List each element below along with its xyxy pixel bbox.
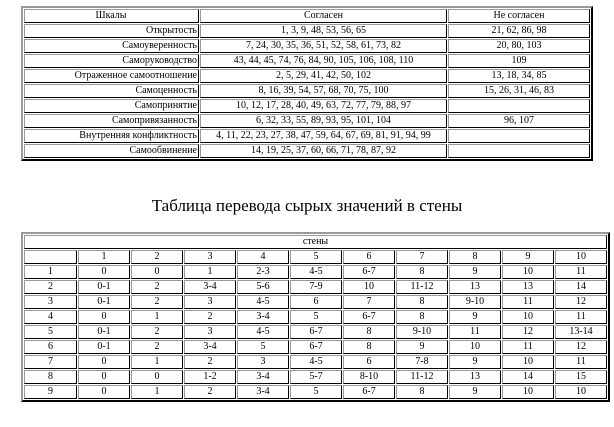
walls-cell: 11 bbox=[449, 325, 501, 339]
walls-cell: 3-4 bbox=[237, 385, 289, 399]
walls-cell: 10 bbox=[502, 265, 554, 279]
walls-column-header: 9 bbox=[502, 250, 554, 264]
walls-cell: 7-9 bbox=[290, 280, 342, 294]
walls-cell: 5-6 bbox=[237, 280, 289, 294]
scales-header-row bbox=[24, 9, 590, 23]
walls-cell: 2 bbox=[184, 385, 236, 399]
walls-cell: 2 bbox=[131, 280, 183, 294]
walls-corner-cell bbox=[24, 250, 77, 264]
walls-cell: 1 bbox=[184, 265, 236, 279]
walls-cell: 2 bbox=[131, 325, 183, 339]
walls-cell: 9 bbox=[449, 355, 501, 369]
walls-cell: 0 bbox=[78, 310, 130, 324]
walls-cell: 11 bbox=[502, 340, 554, 354]
walls-cell: 6-7 bbox=[290, 340, 342, 354]
agree-items: 14, 19, 25, 37, 60, 66, 71, 78, 87, 92 bbox=[200, 144, 447, 158]
walls-row bbox=[24, 355, 607, 369]
walls-cell: 6-7 bbox=[343, 310, 395, 324]
walls-cell: 9-10 bbox=[396, 325, 448, 339]
disagree-items: 109 bbox=[448, 54, 590, 68]
walls-cell: 14 bbox=[502, 370, 554, 384]
agree-items: 10, 12, 17, 28, 40, 49, 63, 72, 77, 79, 88, 97 bbox=[200, 99, 447, 113]
scale-name: Самообвинение bbox=[24, 144, 199, 158]
walls-cell: 1 bbox=[131, 310, 183, 324]
walls-cell: 2-3 bbox=[237, 265, 289, 279]
walls-row-label: 7 bbox=[24, 355, 77, 369]
walls-cell: 8-10 bbox=[343, 370, 395, 384]
walls-cell: 8 bbox=[396, 310, 448, 324]
walls-column-header: 2 bbox=[131, 250, 183, 264]
walls-cell: 0 bbox=[78, 265, 130, 279]
walls-cell: 3-4 bbox=[237, 370, 289, 384]
scale-row bbox=[24, 99, 590, 113]
walls-cell: 6-7 bbox=[343, 385, 395, 399]
scale-row bbox=[24, 54, 590, 68]
walls-cell: 3-4 bbox=[237, 310, 289, 324]
walls-column-header: 3 bbox=[184, 250, 236, 264]
walls-column-header: 8 bbox=[449, 250, 501, 264]
walls-column-header-row bbox=[24, 250, 607, 264]
disagree-items: 96, 107 bbox=[448, 114, 590, 128]
walls-column-header: 1 bbox=[78, 250, 130, 264]
walls-cell: 11 bbox=[555, 265, 607, 279]
scale-row bbox=[24, 39, 590, 53]
page-title: Таблица перевода сырых значений в стены bbox=[151, 196, 463, 215]
walls-cell: 14 bbox=[555, 280, 607, 294]
walls-cell: 11-12 bbox=[396, 370, 448, 384]
walls-cell: 3-4 bbox=[184, 280, 236, 294]
walls-row-label: 5 bbox=[24, 325, 77, 339]
walls-cell: 0 bbox=[78, 355, 130, 369]
agree-items: 2, 5, 29, 41, 42, 50, 102 bbox=[200, 69, 447, 83]
header-agree: Согласен bbox=[200, 9, 447, 23]
scale-name: Самопринятие bbox=[24, 99, 199, 113]
scale-name: Самоуверенность bbox=[24, 39, 199, 53]
scale-name: Внутренняя конфликтность bbox=[24, 129, 199, 143]
walls-cell: 0 bbox=[131, 370, 183, 384]
scale-name: Саморуководство bbox=[24, 54, 199, 68]
walls-cell: 5 bbox=[290, 310, 342, 324]
walls-cell: 12 bbox=[555, 340, 607, 354]
walls-cell: 2 bbox=[184, 355, 236, 369]
walls-cell: 13 bbox=[502, 280, 554, 294]
walls-cell: 0-1 bbox=[78, 325, 130, 339]
walls-cell: 8 bbox=[343, 340, 395, 354]
agree-items: 8, 16, 39, 54, 57, 68, 70, 75, 100 bbox=[200, 84, 447, 98]
scale-row bbox=[24, 129, 590, 143]
walls-cell: 6-7 bbox=[290, 325, 342, 339]
walls-cell: 1 bbox=[131, 385, 183, 399]
scale-name: Открытость bbox=[24, 24, 199, 38]
walls-conversion-table bbox=[21, 232, 610, 402]
walls-cell: 12 bbox=[555, 295, 607, 309]
walls-span-header-row bbox=[24, 235, 607, 249]
walls-table-body bbox=[24, 235, 607, 399]
walls-cell: 8 bbox=[396, 265, 448, 279]
walls-cell: 3 bbox=[237, 355, 289, 369]
walls-row bbox=[24, 265, 607, 279]
walls-row bbox=[24, 370, 607, 384]
walls-cell: 8 bbox=[343, 325, 395, 339]
walls-cell: 11 bbox=[555, 355, 607, 369]
agree-items: 7, 24, 30, 35, 36, 51, 52, 58, 61, 73, 82 bbox=[200, 39, 447, 53]
walls-cell: 2 bbox=[131, 295, 183, 309]
scale-name: Отраженное самоотношение bbox=[24, 69, 199, 83]
walls-cell: 4-5 bbox=[290, 265, 342, 279]
walls-column-header: 5 bbox=[290, 250, 342, 264]
walls-cell: 11-12 bbox=[396, 280, 448, 294]
scale-row bbox=[24, 69, 590, 83]
walls-row bbox=[24, 340, 607, 354]
walls-row bbox=[24, 325, 607, 339]
walls-cell: 5-7 bbox=[290, 370, 342, 384]
walls-cell: 3 bbox=[184, 325, 236, 339]
walls-cell: 6 bbox=[290, 295, 342, 309]
walls-cell: 0-1 bbox=[78, 340, 130, 354]
walls-cell: 10 bbox=[449, 340, 501, 354]
walls-cell: 2 bbox=[131, 340, 183, 354]
agree-items: 6, 32, 33, 55, 89, 93, 95, 101, 104 bbox=[200, 114, 447, 128]
walls-row-label: 2 bbox=[24, 280, 77, 294]
walls-cell: 4-5 bbox=[237, 295, 289, 309]
walls-row-label: 9 bbox=[24, 385, 77, 399]
walls-cell: 11 bbox=[555, 310, 607, 324]
walls-cell: 0 bbox=[78, 385, 130, 399]
disagree-items bbox=[448, 129, 590, 143]
scale-name: Самопривязанность bbox=[24, 114, 199, 128]
walls-cell: 5 bbox=[237, 340, 289, 354]
walls-cell: 7 bbox=[343, 295, 395, 309]
walls-cell: 0 bbox=[131, 265, 183, 279]
walls-cell: 0 bbox=[78, 370, 130, 384]
walls-cell: 9-10 bbox=[449, 295, 501, 309]
walls-cell: 5 bbox=[290, 385, 342, 399]
walls-cell: 1-2 bbox=[184, 370, 236, 384]
scale-row bbox=[24, 114, 590, 128]
walls-column-header: 4 bbox=[237, 250, 289, 264]
scale-name: Самоценность bbox=[24, 84, 199, 98]
disagree-items: 20, 80, 103 bbox=[448, 39, 590, 53]
walls-cell: 13 bbox=[449, 280, 501, 294]
disagree-items: 21, 62, 86, 98 bbox=[448, 24, 590, 38]
walls-row-label: 1 bbox=[24, 265, 77, 279]
walls-cell: 15 bbox=[555, 370, 607, 384]
walls-cell: 6 bbox=[343, 355, 395, 369]
walls-row bbox=[24, 310, 607, 324]
walls-column-header: 6 bbox=[343, 250, 395, 264]
walls-cell: 12 bbox=[502, 325, 554, 339]
disagree-items bbox=[448, 99, 590, 113]
walls-column-header: 7 bbox=[396, 250, 448, 264]
walls-cell: 3-4 bbox=[184, 340, 236, 354]
agree-items: 4, 11, 22, 23, 27, 38, 47, 59, 64, 67, 69, 81, 91, 94, 99 bbox=[200, 129, 447, 143]
walls-cell: 10 bbox=[555, 385, 607, 399]
walls-cell: 8 bbox=[396, 385, 448, 399]
walls-cell: 0-1 bbox=[78, 295, 130, 309]
scale-row bbox=[24, 24, 590, 38]
walls-cell: 1 bbox=[131, 355, 183, 369]
walls-column-header: 10 bbox=[555, 250, 607, 264]
walls-cell: 13-14 bbox=[555, 325, 607, 339]
walls-cell: 4-5 bbox=[290, 355, 342, 369]
walls-cell: 2 bbox=[184, 310, 236, 324]
header-scales: Шкалы bbox=[24, 9, 199, 23]
walls-row bbox=[24, 295, 607, 309]
walls-cell: 9 bbox=[449, 310, 501, 324]
scale-row bbox=[24, 144, 590, 158]
walls-cell: 9 bbox=[396, 340, 448, 354]
disagree-items bbox=[448, 144, 590, 158]
disagree-items: 15, 26, 31, 46, 83 bbox=[448, 84, 590, 98]
walls-cell: 11 bbox=[502, 295, 554, 309]
disagree-items: 13, 18, 34, 85 bbox=[448, 69, 590, 83]
walls-cell: 13 bbox=[449, 370, 501, 384]
walls-cell: 0-1 bbox=[78, 280, 130, 294]
walls-cell: 9 bbox=[449, 265, 501, 279]
walls-cell: 9 bbox=[449, 385, 501, 399]
walls-row-label: 8 bbox=[24, 370, 77, 384]
walls-cell: 10 bbox=[502, 355, 554, 369]
scales-table-body bbox=[24, 9, 590, 158]
walls-row bbox=[24, 280, 607, 294]
walls-cell: 10 bbox=[502, 310, 554, 324]
walls-row-label: 3 bbox=[24, 295, 77, 309]
walls-cell: 7-8 bbox=[396, 355, 448, 369]
walls-cell: 3 bbox=[184, 295, 236, 309]
scales-key-table bbox=[21, 6, 593, 161]
scale-row bbox=[24, 84, 590, 98]
walls-cell: 6-7 bbox=[343, 265, 395, 279]
walls-cell: 4-5 bbox=[237, 325, 289, 339]
walls-cell: 8 bbox=[396, 295, 448, 309]
walls-cell: 10 bbox=[343, 280, 395, 294]
walls-span-header: стены bbox=[24, 235, 607, 249]
walls-cell: 10 bbox=[502, 385, 554, 399]
walls-row bbox=[24, 385, 607, 399]
header-disagree: Не согласен bbox=[448, 9, 590, 23]
agree-items: 43, 44, 45, 74, 76, 84, 90, 105, 106, 108, 110 bbox=[200, 54, 447, 68]
walls-row-label: 6 bbox=[24, 340, 77, 354]
walls-row-label: 4 bbox=[24, 310, 77, 324]
agree-items: 1, 3, 9, 48, 53, 56, 65 bbox=[200, 24, 447, 38]
